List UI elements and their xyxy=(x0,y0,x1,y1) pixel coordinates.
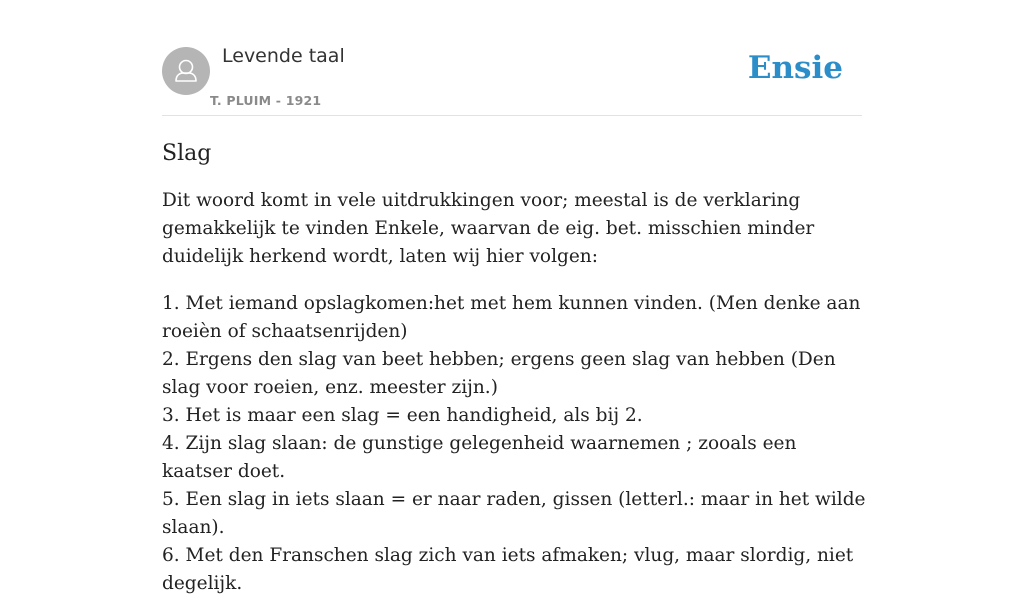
list-item: 1. Met iemand opslagkomen:het met hem kunnen vinden. (Men denke aan roeièn of schaatsenrijden) xyxy=(162,293,861,342)
list-item: 6. Met den Franschen slag zich van iets afmaken; vlug, maar slordig, niet degelijk. xyxy=(162,545,854,594)
list-item: 2. Ergens den slag van beet hebben; ergens geen slag van hebben (Den slag voor roeien, enz. meester zijn.) xyxy=(162,349,836,398)
user-placeholder-icon xyxy=(162,47,210,95)
entry-intro: Dit woord komt in vele uitdrukkingen voor; meestal is de verklaring gemakkelijk te vinden Enkele, waarvan de eig. bet. misschien minder duidelijk herkend wordt, laten wij hier volgen: xyxy=(162,190,815,267)
entry-items xyxy=(162,290,868,598)
entry-content xyxy=(162,138,868,598)
source-title[interactable]: Levende taal xyxy=(222,45,345,67)
source-header xyxy=(162,44,862,116)
source-author-year: T. PLUIM - 1921 xyxy=(210,93,322,108)
brand-logo[interactable]: Ensie xyxy=(747,50,843,86)
entry-title: Slag xyxy=(162,141,212,166)
list-item: 3. Het is maar een slag = een handigheid, als bij 2. xyxy=(162,405,643,426)
list-item: 5. Een slag in iets slaan = er naar raden, gissen (letterl.: maar in het wilde slaan). xyxy=(162,489,866,538)
list-item: 4. Zijn slag slaan: de gunstige gelegenheid waarnemen ; zooals een kaatser doet. xyxy=(162,433,797,482)
